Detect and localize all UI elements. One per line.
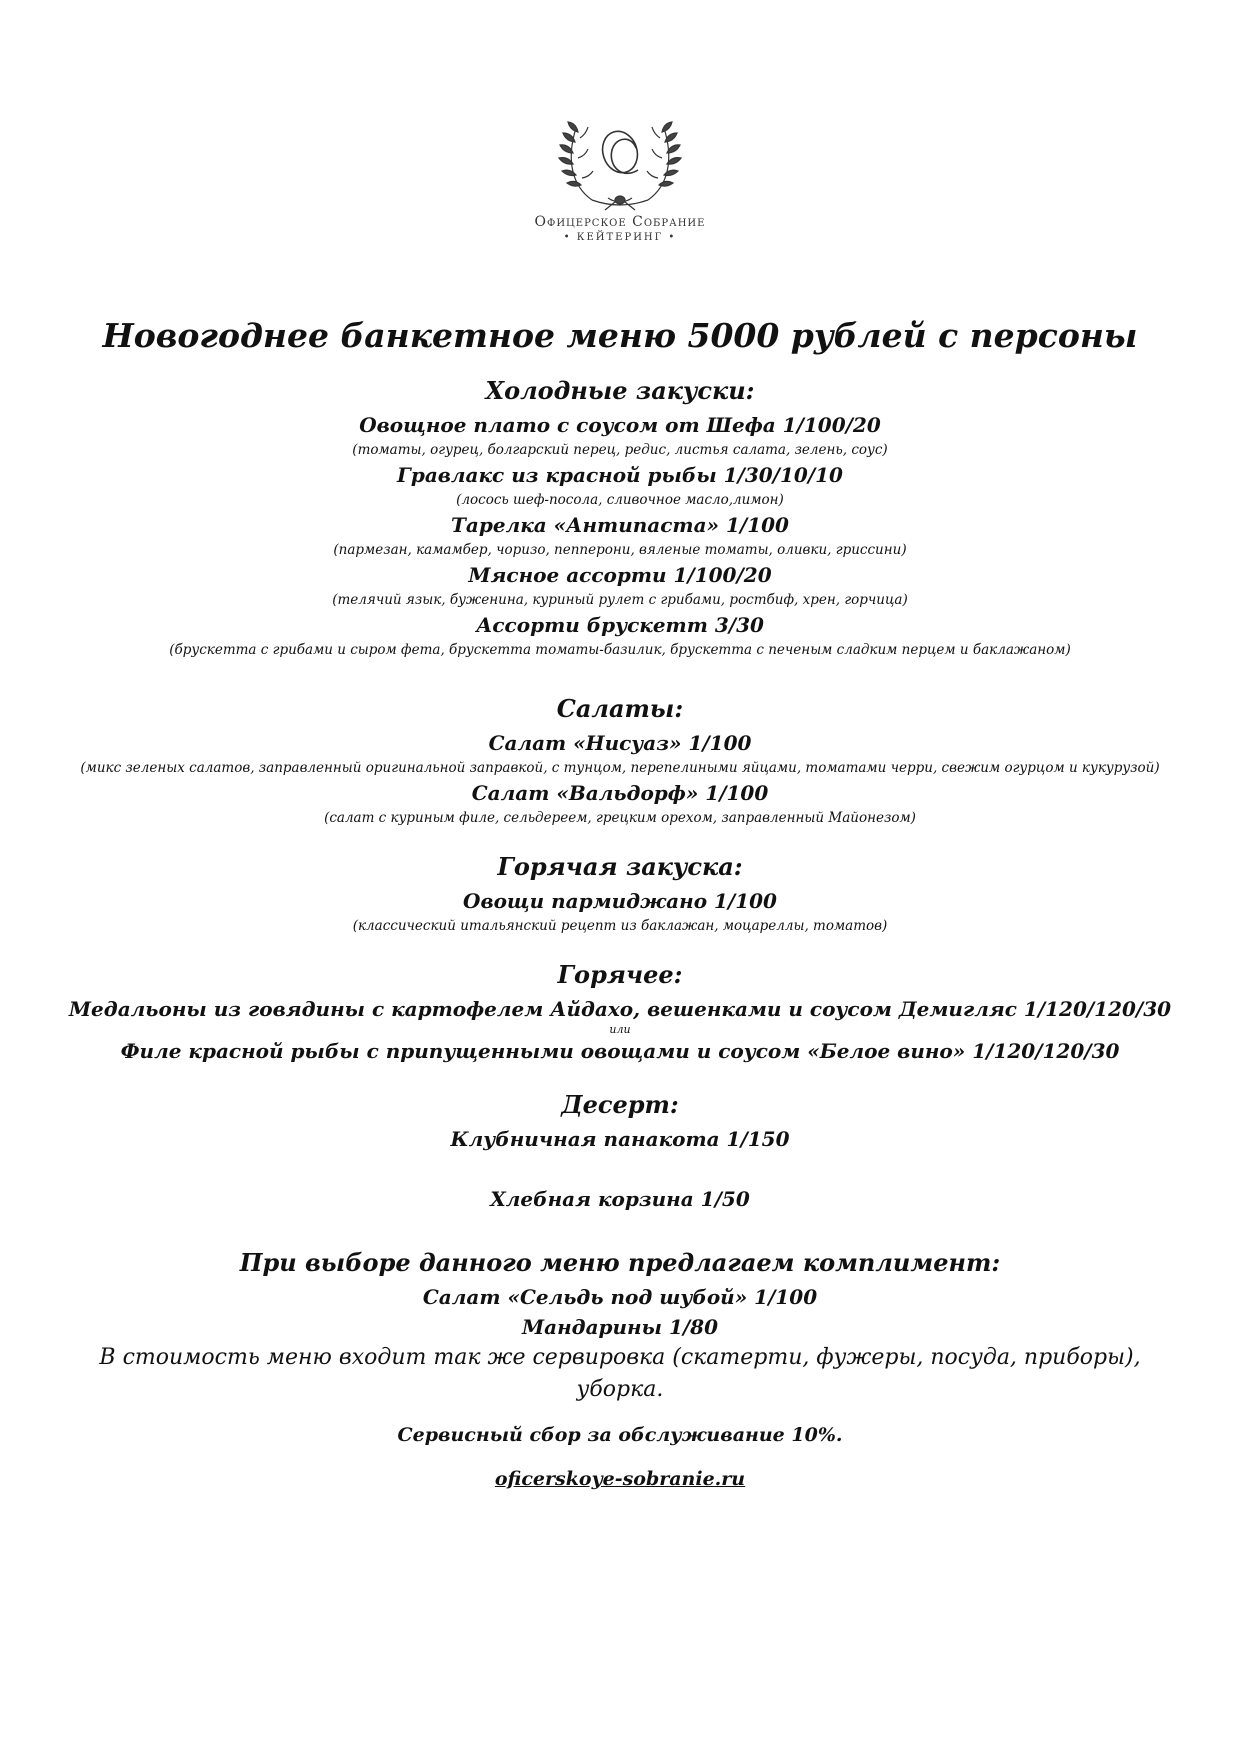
menu-item: Филе красной рыбы с припущенными овощами и соусом «Белое вино» 1/120/120/30 xyxy=(120,1039,1120,1063)
wreath-monogram-icon xyxy=(520,108,720,212)
menu-item: Мандарины 1/80 xyxy=(521,1315,718,1339)
logo-company-subtitle: • КЕЙТЕРИНГ • xyxy=(563,232,677,243)
menu-item: Салат «Сельдь под шубой» 1/100 xyxy=(422,1285,818,1309)
serving-note: В стоимость меню входит так же сервировка (скатерти, фужеры, посуда, приборы), уборка. xyxy=(99,1345,1141,1402)
menu-item-description: (томаты, огурец, болгарский перец, редис, листья салата, зелень, соус) xyxy=(352,442,888,458)
menu-item: Ассорти брускетт 3/30 xyxy=(476,613,764,637)
menu-item: Мясное ассорти 1/100/20 xyxy=(468,563,772,587)
menu-item: Овощное плато с соусом от Шефа 1/100/20 xyxy=(359,413,881,437)
menu-content xyxy=(60,310,1180,1494)
menu-item: Салат «Вальдорф» 1/100 xyxy=(471,781,769,805)
menu-item-description: (классический итальянский рецепт из баклажан, моцареллы, томатов) xyxy=(352,918,888,934)
section-title-salads: Салаты: xyxy=(556,694,684,723)
logo-company-name: Офицерское Собрание xyxy=(534,214,706,230)
logo xyxy=(520,108,720,258)
menu-item-description: (лосось шеф-посола, сливочное масло,лимон) xyxy=(456,492,784,508)
or-separator: или xyxy=(609,1023,631,1036)
section-title-cold: Холодные закуски: xyxy=(485,376,755,405)
service-fee: Сервисный сбор за обслуживание 10%. xyxy=(397,1424,843,1446)
menu-item-description: (телячий язык, буженина, куриный рулет с грибами, ростбиф, хрен, горчица) xyxy=(332,592,908,608)
menu-item: Салат «Нисуаз» 1/100 xyxy=(488,731,752,755)
menu-item-description: (салат с куриным филе, сельдереем, грецким орехом, заправленный Майонезом) xyxy=(324,810,916,826)
menu-item: Тарелка «Антипаста» 1/100 xyxy=(451,513,789,537)
menu-item-description: (микс зеленых салатов, заправленный оригинальной заправкой, с тунцом, перепелиными яйцами, томатами черри, свежим огурцом и кукурузой) xyxy=(80,760,1160,776)
section-title-dessert: Десерт: xyxy=(561,1090,679,1119)
menu-item-description: (брускетта с грибами и сыром фета, брускетта томаты-базилик, брускетта с печеным сладким перцем и баклажаном) xyxy=(169,642,1071,658)
website-link[interactable]: oficerskoye-sobranie.ru xyxy=(494,1468,746,1490)
section-title-hot: Горячее: xyxy=(557,960,683,989)
menu-item: Овощи пармиджано 1/100 xyxy=(463,889,777,913)
menu-item: Клубничная панакота 1/150 xyxy=(450,1127,790,1151)
menu-item: Медальоны из говядины с картофелем Айдахо, вешенками и соусом Демигляс 1/120/120/30 xyxy=(68,997,1172,1021)
section-title-compliment: При выборе данного меню предлагаем комплимент: xyxy=(239,1248,1001,1277)
section-title-hot-starter: Горячая закуска: xyxy=(497,852,743,881)
menu-item: Хлебная корзина 1/50 xyxy=(490,1187,750,1211)
menu-item-description: (пармезан, камамбер, чоризо, пепперони, вяленые томаты, оливки, гриссини) xyxy=(333,542,907,558)
menu-item: Гравлакс из красной рыбы 1/30/10/10 xyxy=(397,463,843,487)
page-title: Новогоднее банкетное меню 5000 рублей с персоны xyxy=(102,316,1138,355)
